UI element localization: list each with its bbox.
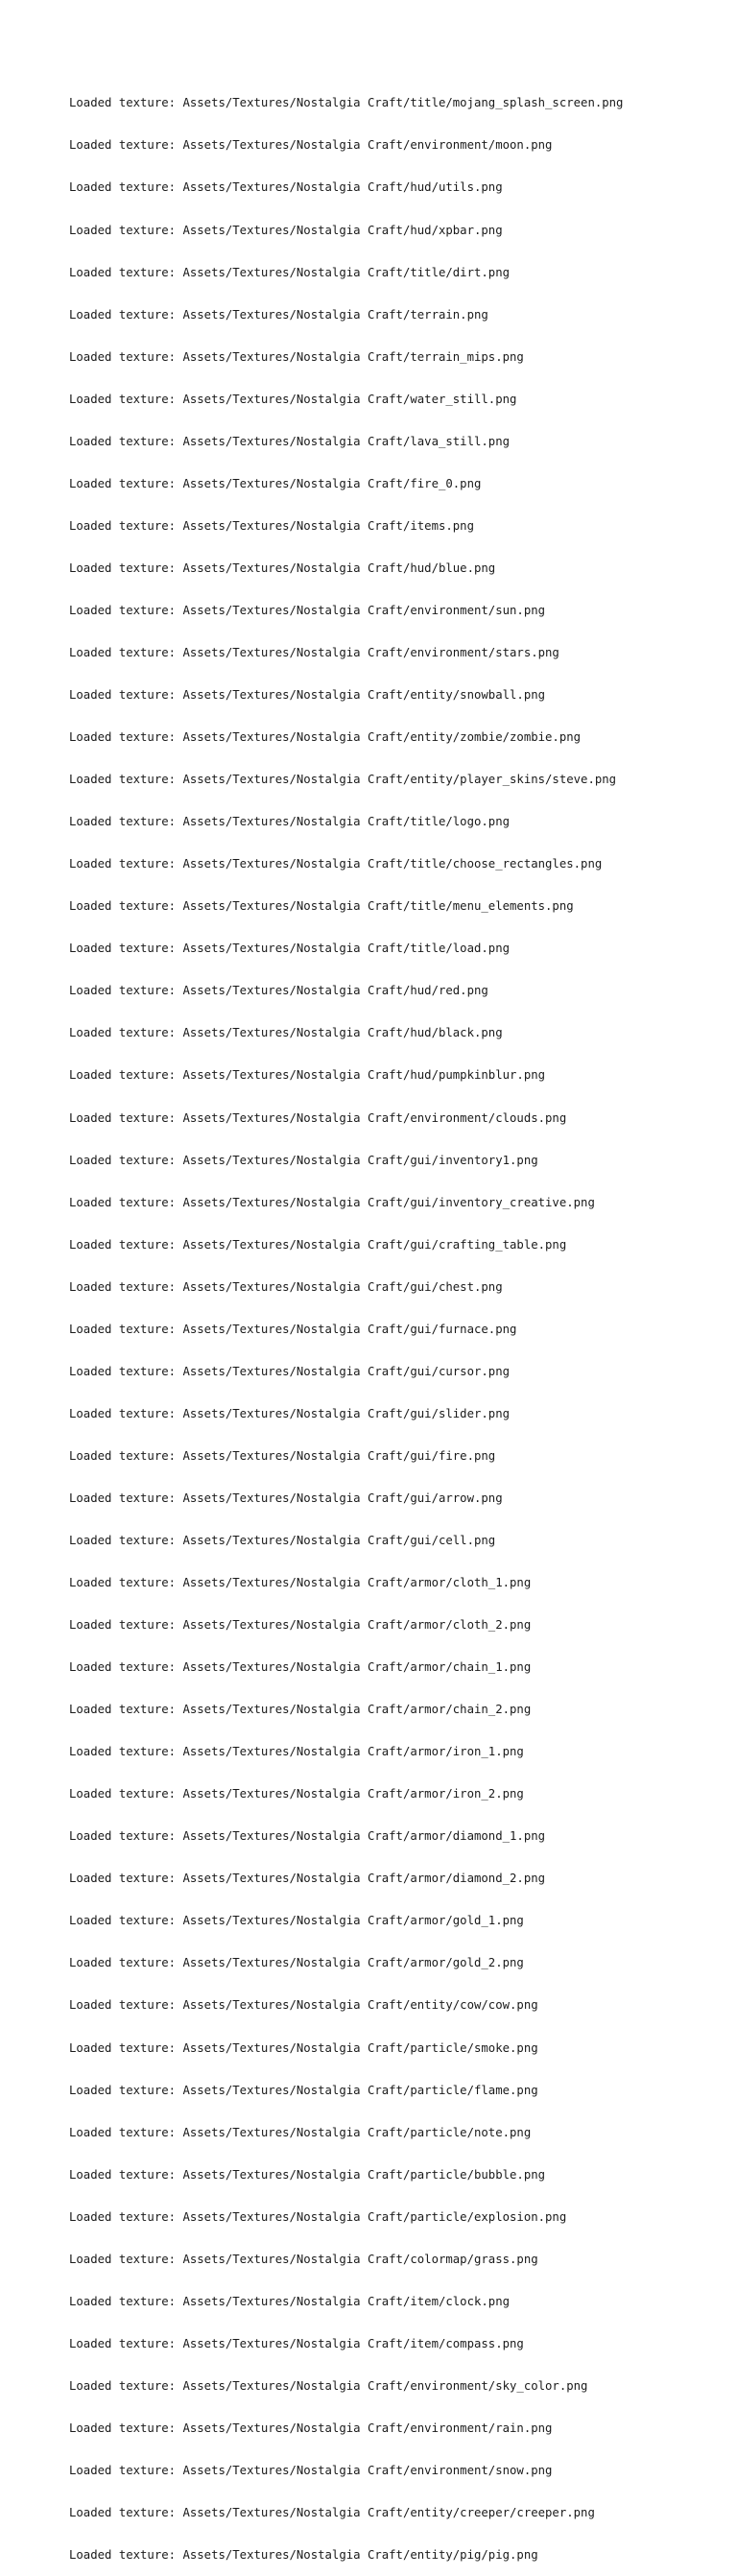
log-line: Loaded texture: Assets/Textures/Nostalgia Craft/armor/chain_1.png [69, 1660, 532, 1675]
log-line: Loaded texture: Assets/Textures/Nostalgia Craft/gui/crafting_table.png [69, 1237, 567, 1252]
log-line: Loaded texture: Assets/Textures/Nostalgia Craft/gui/slider.png [69, 1406, 511, 1420]
log-line: Loaded texture: Assets/Textures/Nostalgia Craft/item/clock.png [69, 2294, 511, 2308]
log-line: Loaded texture: Assets/Textures/Nostalgia Craft/armor/iron_2.png [69, 1787, 524, 1801]
log-line: Loaded texture: Assets/Textures/Nostalgia Craft/title/mojang_splash_screen.png [69, 96, 624, 110]
log-line: Loaded texture: Assets/Textures/Nostalgia Craft/gui/furnace.png [69, 1322, 517, 1336]
log-line: Loaded texture: Assets/Textures/Nostalgia Craft/particle/bubble.png [69, 2167, 546, 2182]
log-line: Loaded texture: Assets/Textures/Nostalgia Craft/terrain_mips.png [69, 349, 524, 364]
log-line: Loaded texture: Assets/Textures/Nostalgia Craft/gui/cell.png [69, 1533, 496, 1547]
log-line: Loaded texture: Assets/Textures/Nostalgia Craft/hud/xpbar.png [69, 223, 503, 237]
log-line: Loaded texture: Assets/Textures/Nostalgia Craft/particle/note.png [69, 2125, 532, 2139]
log-line: Loaded texture: Assets/Textures/Nostalgia Craft/fire_0.png [69, 476, 482, 490]
log-line: Loaded texture: Assets/Textures/Nostalgia Craft/lava_still.png [69, 434, 511, 448]
log-line: Loaded texture: Assets/Textures/Nostalgia Craft/entity/zombie/zombie.png [69, 730, 582, 745]
log-line: Loaded texture: Assets/Textures/Nostalgia Craft/water_still.png [69, 392, 517, 406]
log-line: Loaded texture: Assets/Textures/Nostalgia Craft/hud/pumpkinblur.png [69, 1068, 546, 1083]
log-line: Loaded texture: Assets/Textures/Nostalgia Craft/entity/player_skins/steve.png [69, 773, 617, 787]
log-line: Loaded texture: Assets/Textures/Nostalgia Craft/hud/utils.png [69, 180, 503, 195]
log-line: Loaded texture: Assets/Textures/Nostalgia Craft/environment/moon.png [69, 138, 553, 153]
log-line: Loaded texture: Assets/Textures/Nostalgia Craft/gui/inventory1.png [69, 1153, 538, 1167]
log-line: Loaded texture: Assets/Textures/Nostalgia Craft/gui/fire.png [69, 1448, 496, 1463]
log-line: Loaded texture: Assets/Textures/Nostalgia Craft/armor/chain_2.png [69, 1703, 532, 1717]
log-line: Loaded texture: Assets/Textures/Nostalgia Craft/armor/gold_1.png [69, 1914, 524, 1928]
log-line: Loaded texture: Assets/Textures/Nostalgia Craft/armor/cloth_1.png [69, 1576, 532, 1590]
log-line: Loaded texture: Assets/Textures/Nostalgia Craft/environment/clouds.png [69, 1110, 567, 1125]
log-line: Loaded texture: Assets/Textures/Nostalgia Craft/gui/inventory_creative.png [69, 1195, 595, 1209]
log-line: Loaded texture: Assets/Textures/Nostalgia Craft/colormap/grass.png [69, 2252, 538, 2266]
log-line: Loaded texture: Assets/Textures/Nostalgia Craft/hud/black.png [69, 1026, 503, 1040]
log-line: Loaded texture: Assets/Textures/Nostalgia Craft/particle/smoke.png [69, 2040, 538, 2055]
log-line: Loaded texture: Assets/Textures/Nostalgia Craft/environment/sun.png [69, 603, 546, 617]
log-line: Loaded texture: Assets/Textures/Nostalgia Craft/entity/pig/pig.png [69, 2548, 538, 2563]
log-line: Loaded texture: Assets/Textures/Nostalgia Craft/particle/flame.png [69, 2083, 538, 2097]
log-line: Loaded texture: Assets/Textures/Nostalgia Craft/gui/cursor.png [69, 1364, 511, 1378]
log-line: Loaded texture: Assets/Textures/Nostalgia Craft/item/compass.png [69, 2336, 524, 2350]
log-line: Loaded texture: Assets/Textures/Nostalgia Craft/items.png [69, 518, 474, 533]
log-line: Loaded texture: Assets/Textures/Nostalgia Craft/title/choose_rectangles.png [69, 857, 603, 871]
log-line: Loaded texture: Assets/Textures/Nostalgia Craft/entity/snowball.png [69, 688, 546, 703]
log-line: Loaded texture: Assets/Textures/Nostalgia Craft/entity/creeper/creeper.png [69, 2506, 595, 2520]
log-line: Loaded texture: Assets/Textures/Nostalgia Craft/hud/blue.png [69, 561, 496, 575]
log-line: Loaded texture: Assets/Textures/Nostalgia Craft/title/menu_elements.png [69, 899, 574, 914]
log-line: Loaded texture: Assets/Textures/Nostalgia Craft/environment/snow.png [69, 2464, 553, 2477]
log-line: Loaded texture: Assets/Textures/Nostalgia Craft/environment/stars.png [69, 645, 559, 659]
log-line: Loaded texture: Assets/Textures/Nostalgia Craft/armor/cloth_2.png [69, 1618, 532, 1633]
log-line: Loaded texture: Assets/Textures/Nostalgia Craft/gui/chest.png [69, 1279, 503, 1294]
log-line: Loaded texture: Assets/Textures/Nostalgia Craft/title/logo.png [69, 815, 511, 829]
log-line: Loaded texture: Assets/Textures/Nostalgia Craft/title/load.png [69, 942, 511, 956]
log-line: Loaded texture: Assets/Textures/Nostalgia Craft/armor/gold_2.png [69, 1956, 524, 1970]
texture-load-log [69, 68, 623, 2576]
log-line: Loaded texture: Assets/Textures/Nostalgia Craft/armor/diamond_2.png [69, 1872, 546, 1886]
log-line: Loaded texture: Assets/Textures/Nostalgia Craft/environment/rain.png [69, 2421, 553, 2435]
log-line: Loaded texture: Assets/Textures/Nostalgia Craft/environment/sky_color.png [69, 2378, 588, 2393]
log-line: Loaded texture: Assets/Textures/Nostalgia Craft/title/dirt.png [69, 265, 511, 279]
log-line: Loaded texture: Assets/Textures/Nostalgia Craft/armor/iron_1.png [69, 1745, 524, 1759]
log-line: Loaded texture: Assets/Textures/Nostalgia Craft/armor/diamond_1.png [69, 1829, 546, 1844]
log-line: Loaded texture: Assets/Textures/Nostalgia Craft/hud/red.png [69, 984, 488, 998]
log-line: Loaded texture: Assets/Textures/Nostalgia Craft/particle/explosion.png [69, 2209, 567, 2224]
log-line: Loaded texture: Assets/Textures/Nostalgia Craft/entity/cow/cow.png [69, 1998, 538, 2013]
log-line: Loaded texture: Assets/Textures/Nostalgia Craft/terrain.png [69, 307, 488, 322]
log-line: Loaded texture: Assets/Textures/Nostalgia Craft/gui/arrow.png [69, 1491, 503, 1505]
